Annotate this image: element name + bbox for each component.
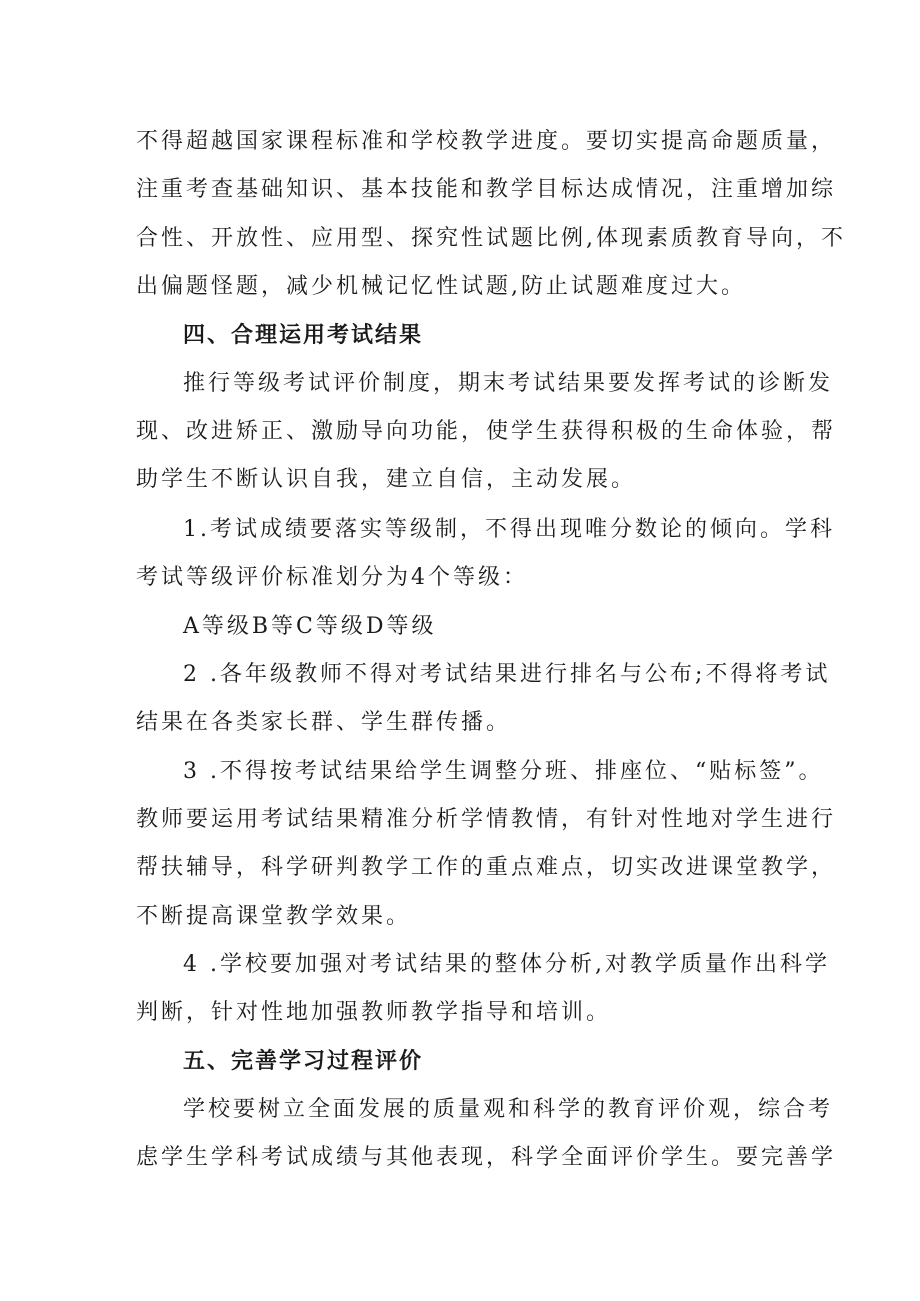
list-item-line: 考试等级评价标准划分为4个等级： xyxy=(136,565,528,590)
list-item-line: 1.考试成绩要落实等级制，不得出现唯分数论的倾向。学科 xyxy=(183,517,835,542)
section-heading: 四、合理运用考试结果 xyxy=(183,323,424,348)
paragraph-line: 合性、开放性、应用型、探究性试题比例,体现素质教育导向，不 xyxy=(136,226,846,251)
list-item-line: 判断，针对性地加强教师教学指导和培训。 xyxy=(136,1000,612,1025)
list-item-line: 教师要运用考试结果精准分析学情教情，有针对性地对学生进行 xyxy=(136,807,837,832)
paragraph-line: 推行等级考试评价制度，期末考试结果要发挥考试的诊断发 xyxy=(183,371,834,396)
list-item-line: 2 .各年级教师不得对考试结果进行排名与公布;不得将考试 xyxy=(183,662,831,687)
paragraph-line: 现、改进矫正、激励导向功能，使学生获得积极的生命体验，帮 xyxy=(136,419,837,444)
list-item-line: 不断提高课堂教学效果。 xyxy=(136,904,412,929)
grades-line: A等级B等C等级D等级 xyxy=(183,614,437,639)
section-heading: 五、完善学习过程评价 xyxy=(183,1049,424,1074)
paragraph-line: 出偏题怪题，减少机械记忆性试题,防止试题难度过大。 xyxy=(136,274,746,299)
paragraph-line: 虑学生学科考试成绩与其他表现，科学全面评价学生。要完善学 xyxy=(136,1145,837,1170)
list-item-line: 帮扶辅导，科学研判教学工作的重点难点，切实改进课堂教学， xyxy=(136,855,837,880)
list-item-line: 4 .学校要加强对考试结果的整体分析,对教学质量作出科学 xyxy=(183,952,830,977)
paragraph-line: 不得超越国家课程标准和学校教学进度。要切实提高命题质量， xyxy=(136,129,837,154)
list-item-line: 3 .不得按考试结果给学生调整分班、排座位、“贴标签”。 xyxy=(183,759,824,784)
paragraph-line: 学校要树立全面发展的质量观和科学的教育评价观，综合考 xyxy=(183,1097,834,1122)
paragraph-line: 注重考查基础知识、基本技能和教学目标达成情况，注重增加综 xyxy=(136,177,837,202)
paragraph-line: 助学生不断认识自我，建立自信，主动发展。 xyxy=(136,467,637,492)
list-item-line: 结果在各类家长群、学生群传播。 xyxy=(136,710,512,735)
